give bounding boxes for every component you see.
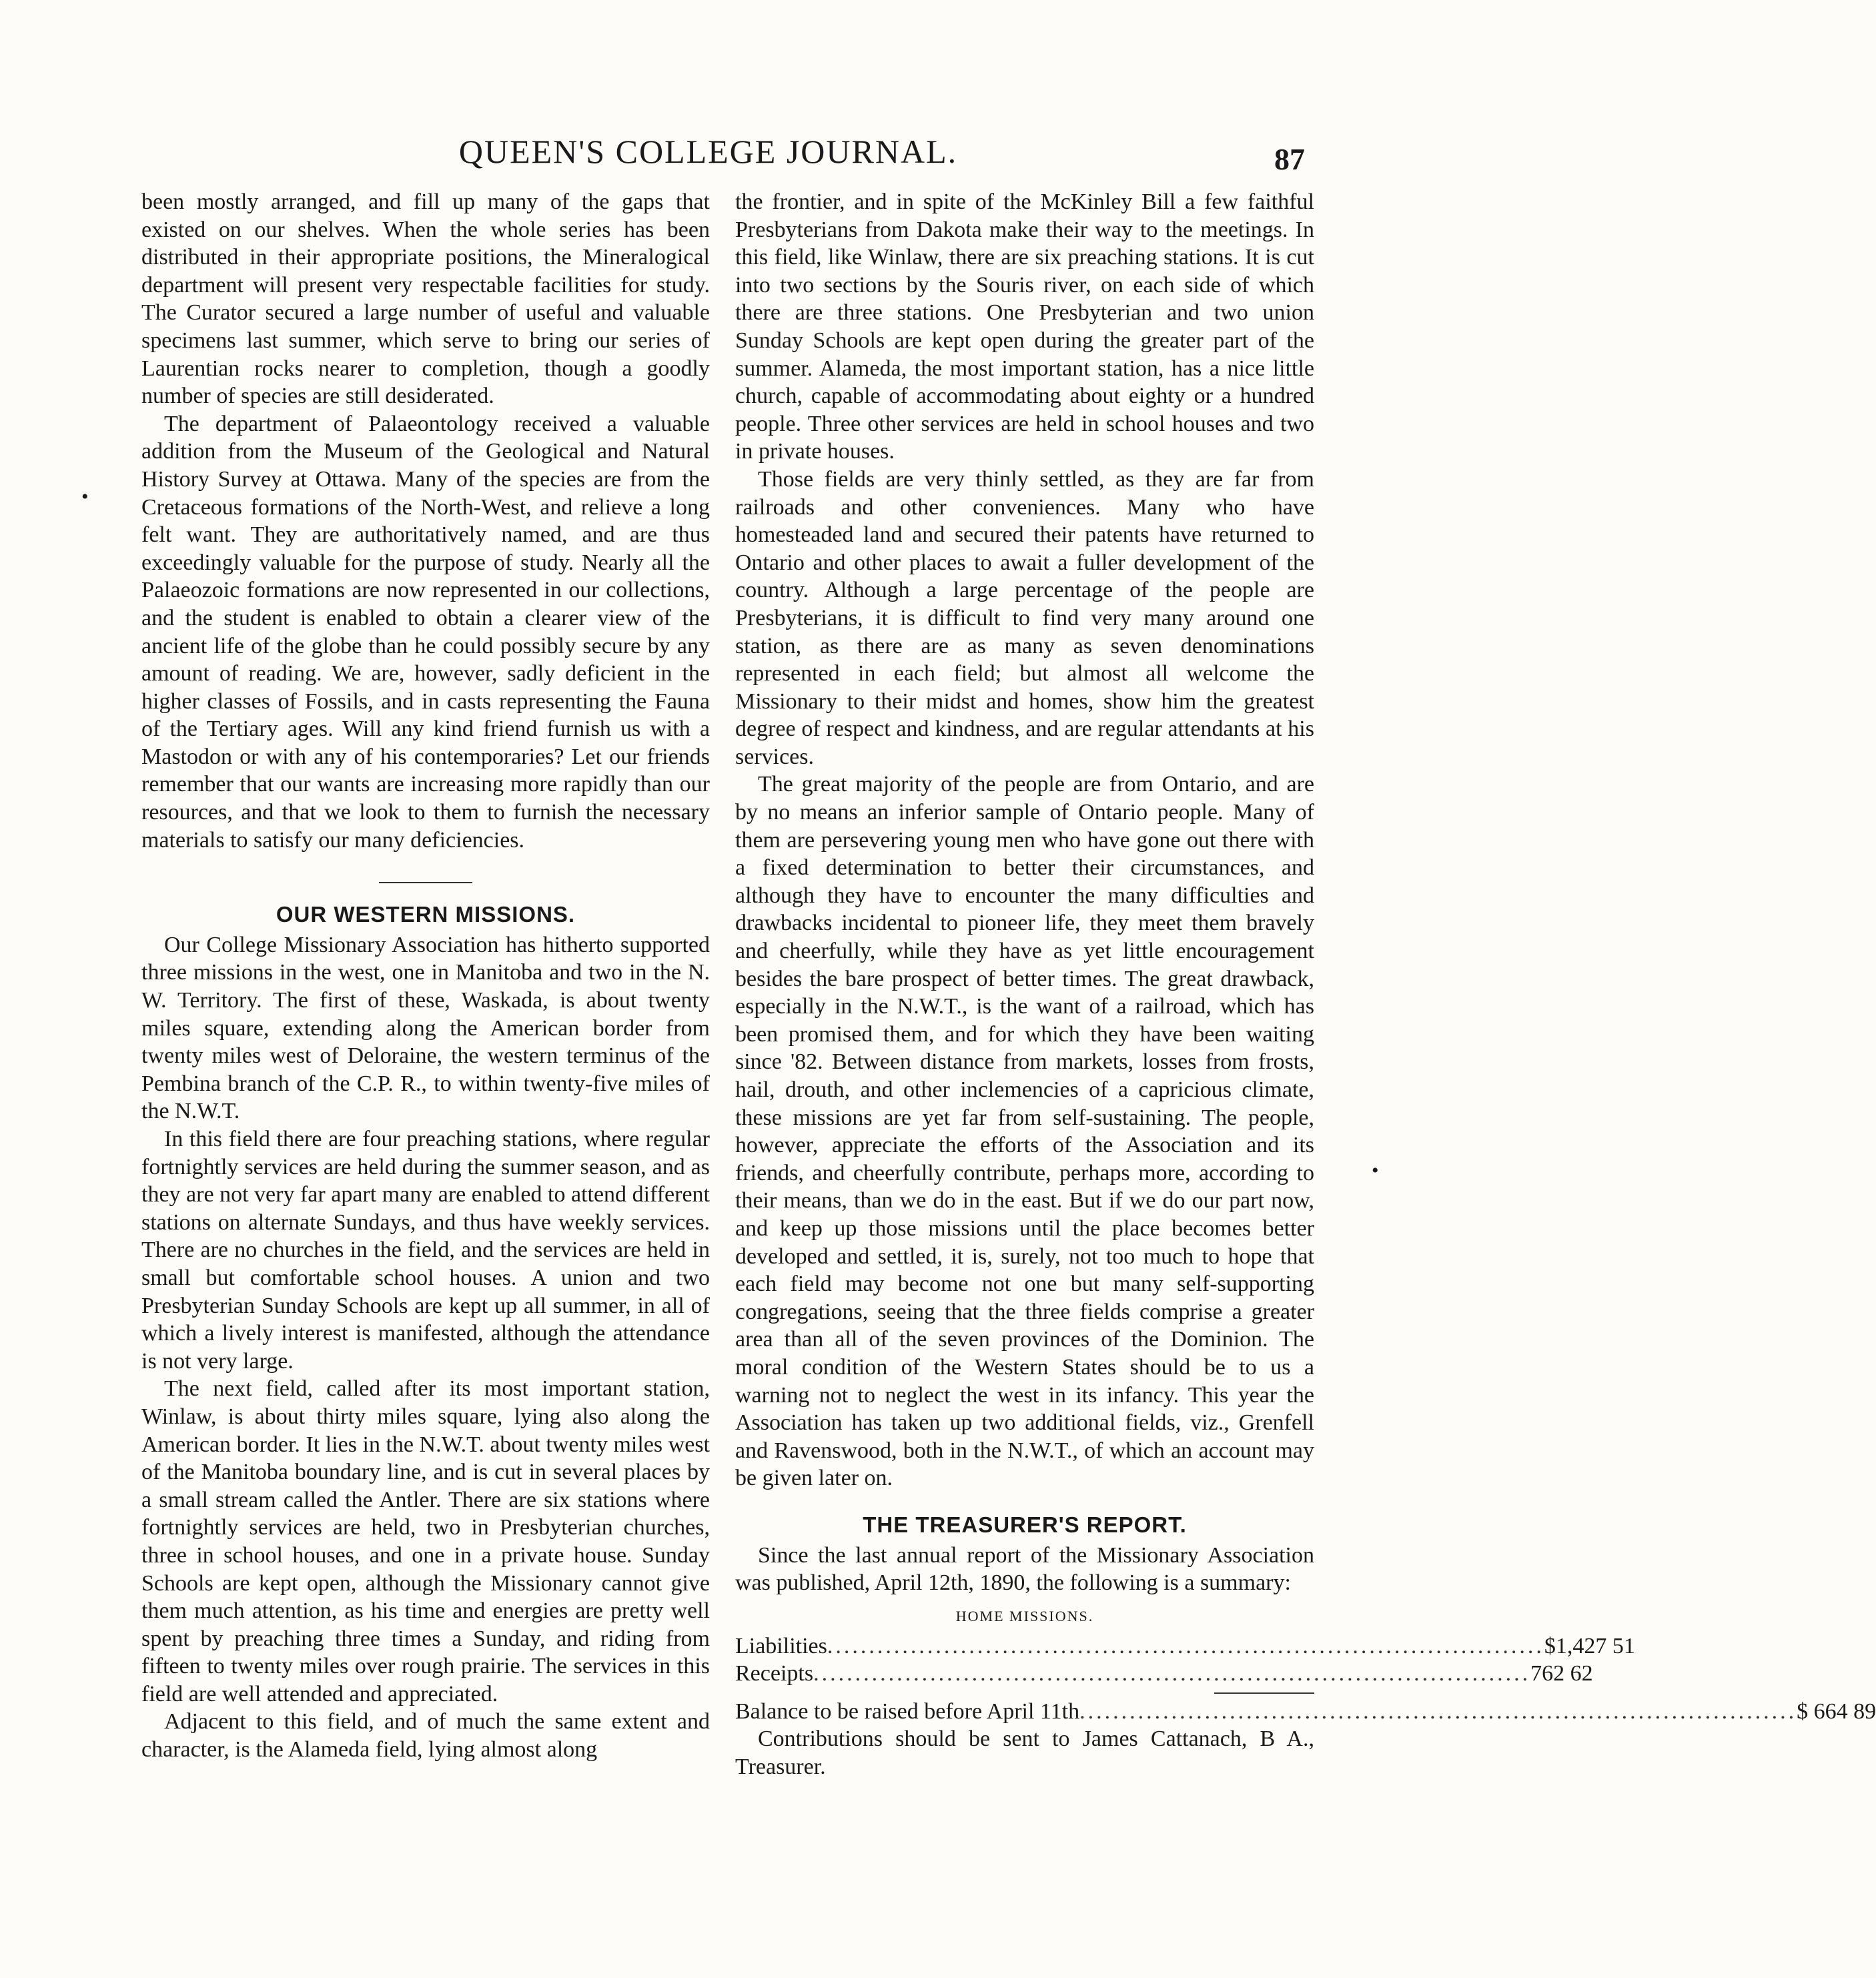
ledger-label: Receipts bbox=[735, 1661, 814, 1686]
section-heading-treasurers-report: THE TREASURER'S REPORT. bbox=[863, 1512, 1187, 1537]
paragraph-missions-intro: Our College Missionary Association has hitherto supported three missions in the west, one in Manitoba and two in the N. W. Territory. The first of these, Waskada, is about twenty miles square, extending along the American border from twenty miles west of Deloraine, the western terminus of the Pembina branch of the C.P. R., to within twenty-five miles of the N.W.T. bbox=[141, 932, 710, 1124]
paragraph-alameda-field: Adjacent to this field, and of much the same extent and character, is the Alameda field, lying almost along bbox=[141, 1709, 710, 1763]
leader-dots: ...................................................................................... bbox=[1079, 1699, 1797, 1724]
paragraph-palaeontology: The department of Palaeontology received a valuable addition from the Museum of the Geological and Natural History Survey at Ottawa. Many of the species are from the Cretaceous formations of the North-West, and relieve a long felt want. They are authoritatively named, and are thus exceedingly valuable for the purpose of study. Nearly all the Palaeozoic formations are now represented in our collections, and the student is enabled to obtain a clearer view of the ancient life of the globe than he could possibly secure by any amount of reading. We are, however, sadly deficient in the higher classes of Fossils, and in casts representing the Fauna of the Tertiary ages. Will any kind friend furnish us with a Mastodon or with any of his contemporaries? Let our friends remember that our wants are increasing more rapidly than our resources, and that we look to them to furnish the necessary materials to satisfy our many deficiencies. bbox=[141, 411, 710, 853]
ledger-row-liabilities bbox=[735, 1632, 1635, 1660]
leader-dots: ...................................................................................... bbox=[827, 1634, 1544, 1659]
paragraph-winlaw-field: The next field, called after its most important station, Winlaw, is about thirty miles square, lying also along the American border. It lies in the N.W.T. about twenty miles west of the Manitoba boundary line, and is cut in several places by a small stream called the Antler. There are six stations where fortnightly services are held, two in Presbyterian churches, three in school houses, and one in a private house. Sunday Schools are kept open, although the Missionary cannot give them much attention, as his time and energies are pretty well spent by preaching three times a Sunday, and riding from fifteen to twenty miles over rough prairie. The services in this field are well attended and appreciated. bbox=[141, 1376, 710, 1706]
paragraph-contributions: Contributions should be sent to James Cattanach, B A., Treasurer. bbox=[735, 1726, 1314, 1779]
paragraph-settlement: Those fields are very thinly settled, as they are far from railroads and other conveniences. Many who have homesteaded land and secured their patents have returned to Ontario and other places to await a fuller development of the country. Although a large percentage of the people are Presbyterians, it is difficult to find very many around one station, as there are as many as seven denominations represented in each field; but almost all welcome the Missionary to their midst and homes, show him the greatest degree of respect and kindness, and are regular attendants at his services. bbox=[735, 466, 1314, 769]
ledger-row-receipts bbox=[735, 1660, 1593, 1687]
page-number: 87 bbox=[1274, 142, 1305, 176]
sum-rule bbox=[1214, 1692, 1314, 1694]
section-divider bbox=[379, 882, 472, 883]
ledger-label: Balance to be raised before April 11th bbox=[735, 1699, 1080, 1724]
ledger-amount: $1,427 51 bbox=[1544, 1634, 1635, 1659]
paragraph-alameda-continued: the frontier, and in spite of the McKinley Bill a few faithful Presbyterians from Dakota make their way to the meetings. In this field, like Winlaw, there are six preaching stations. It is cut into two sections by the Souris river, on each side of which there are three stations. One Presbyterian and two union Sunday Schools are kept open during the greater part of the summer. Alameda, the most important station, has a nice little church, capable of accommodating about eighty or a hundred people. Three other services are held in school houses and two in private houses. bbox=[735, 189, 1314, 464]
margin-mark: • bbox=[1372, 1159, 1379, 1181]
ledger-heading: HOME MISSIONS. bbox=[955, 1607, 1094, 1624]
ledger-amount: $ 664 89 bbox=[1797, 1699, 1876, 1724]
left-column bbox=[141, 188, 710, 1764]
ledger-label: Liabilities bbox=[735, 1634, 827, 1659]
ledger-table bbox=[735, 1632, 1876, 1725]
leader-dots: ...................................................................................... bbox=[813, 1661, 1531, 1686]
paragraph-mineralogy: been mostly arranged, and fill up many of the gaps that existed on our shelves. When the whole series has been distributed in their appropriate positions, the Mineralogical department will present very respectable facilities for study. The Curator secured a large number of useful and valuable specimens last summer, which serve to bring our series of Laurentian rocks nearer to completion, though a goodly number of species are still desiderated. bbox=[141, 189, 710, 409]
right-column bbox=[735, 188, 1876, 1781]
paragraph-ontario-people: The great majority of the people are from Ontario, and are by no means an inferior sample of Ontario people. Many of them are persevering young men who have gone out there with a fixed determination to better their circumstances, and although they have to encounter the many difficulties and drawbacks incidental to pioneer life, they meet them bravely and cheerfully, while they have as yet little encouragement besides the bare prospect of better times. The great drawback, especially in the N.W.T., is the want of a railroad, which has been promised them, and for which they have been waiting since '82. Between distance from markets, losses from frosts, hail, drouth, and other inclemencies of a capricious climate, these missions are yet far from self-sustaining. The people, however, appreciate the efforts of the Association and its friends, and cheerfully contribute, perhaps more, according to their means, than we do in the east. But if we do our part now, and keep up those missions until the place becomes better developed and settled, it is, surely, not too much to hope that each field may become not one but many self-supporting congregations, seeing that the three fields comprise a greater area than all of the seven provinces of the Dominion. The moral condition of the Western States should be to us a warning not to neglect the west in its infancy. This year the Association has taken up two additional fields, viz., Grenfell and Ravenswood, both in the N.W.T., of which an account may be given later on. bbox=[735, 772, 1314, 1491]
ledger-row-balance bbox=[735, 1698, 1876, 1725]
paragraph-report-intro: Since the last annual report of the Missionary Association was published, April 12th, 1890, the following is a summary: bbox=[735, 1542, 1314, 1596]
paragraph-waskada-field: In this field there are four preaching stations, where regular fortnightly services are held during the summer season, and as they are not very far apart many are enabled to attend different stations on alternate Sundays, and thus have weekly services. There are no churches in the field, and the services are held in small but comfortable school houses. A union and two Presbyterian Sunday Schools are kept up all summer, in all of which a lively interest is manifested, although the attendance is not very large. bbox=[141, 1127, 710, 1374]
section-heading-western-missions: OUR WESTERN MISSIONS. bbox=[276, 902, 576, 927]
ledger-amount: 762 62 bbox=[1530, 1661, 1593, 1686]
section-spacer bbox=[735, 1492, 1314, 1511]
journal-title: QUEEN'S COLLEGE JOURNAL. bbox=[458, 133, 958, 170]
margin-mark: • bbox=[81, 486, 89, 508]
